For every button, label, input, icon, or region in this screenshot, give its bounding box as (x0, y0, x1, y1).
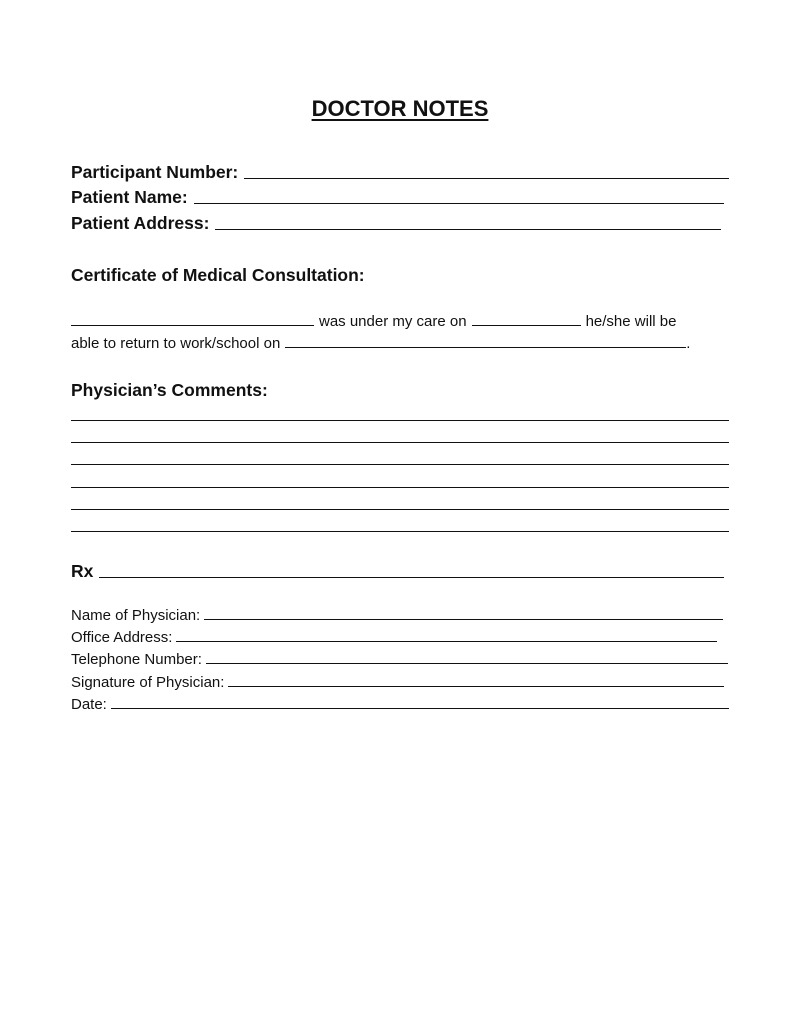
physician-name-line[interactable] (204, 618, 723, 620)
comment-line[interactable] (71, 509, 729, 510)
rx-label: Rx (71, 561, 94, 581)
patient-name-label: Patient Name: (71, 187, 188, 207)
patient-name-line[interactable] (194, 202, 724, 204)
certificate-line-1 (71, 313, 716, 330)
telephone-field[interactable] (71, 651, 728, 668)
patient-blank[interactable] (71, 324, 314, 326)
signature-label: Signature of Physician: (71, 674, 225, 691)
physician-name-label: Name of Physician: (71, 607, 201, 624)
end-period: . (686, 335, 691, 352)
return-text: he/she will be (585, 313, 677, 330)
telephone-line[interactable] (206, 662, 728, 664)
office-address-field[interactable] (71, 629, 717, 646)
certificate-heading: Certificate of Medical Consultation: (71, 265, 365, 285)
comment-line[interactable] (71, 464, 729, 465)
comment-line[interactable] (71, 531, 729, 532)
comment-line[interactable] (71, 487, 729, 488)
comments-heading: Physician’s Comments: (71, 380, 268, 400)
date-line[interactable] (111, 707, 729, 709)
return-date-blank[interactable] (285, 346, 686, 348)
date-field[interactable] (71, 696, 729, 713)
patient-address-line[interactable] (215, 228, 721, 230)
rx-line[interactable] (99, 576, 724, 578)
office-address-line[interactable] (176, 640, 717, 642)
certificate-line-2 (71, 335, 731, 352)
under-care-text: was under my care on (319, 313, 467, 330)
participant-number-label: Participant Number: (71, 162, 239, 182)
physician-name-field[interactable] (71, 607, 723, 624)
date-label: Date: (71, 696, 107, 713)
document-title: DOCTOR NOTES (311, 96, 489, 121)
participant-number-field[interactable] (71, 162, 729, 183)
office-address-label: Office Address: (71, 629, 173, 646)
patient-address-label: Patient Address: (71, 213, 210, 233)
care-date-blank[interactable] (472, 324, 581, 326)
telephone-label: Telephone Number: (71, 651, 202, 668)
participant-number-line[interactable] (244, 177, 729, 179)
signature-line[interactable] (228, 685, 724, 687)
signature-field[interactable] (71, 674, 724, 691)
patient-address-field[interactable] (71, 213, 721, 234)
comment-line[interactable] (71, 420, 729, 421)
comment-line[interactable] (71, 442, 729, 443)
rx-field[interactable] (71, 561, 724, 582)
return-line-text: able to return to work/school on (71, 335, 281, 352)
patient-name-field[interactable] (71, 187, 724, 208)
